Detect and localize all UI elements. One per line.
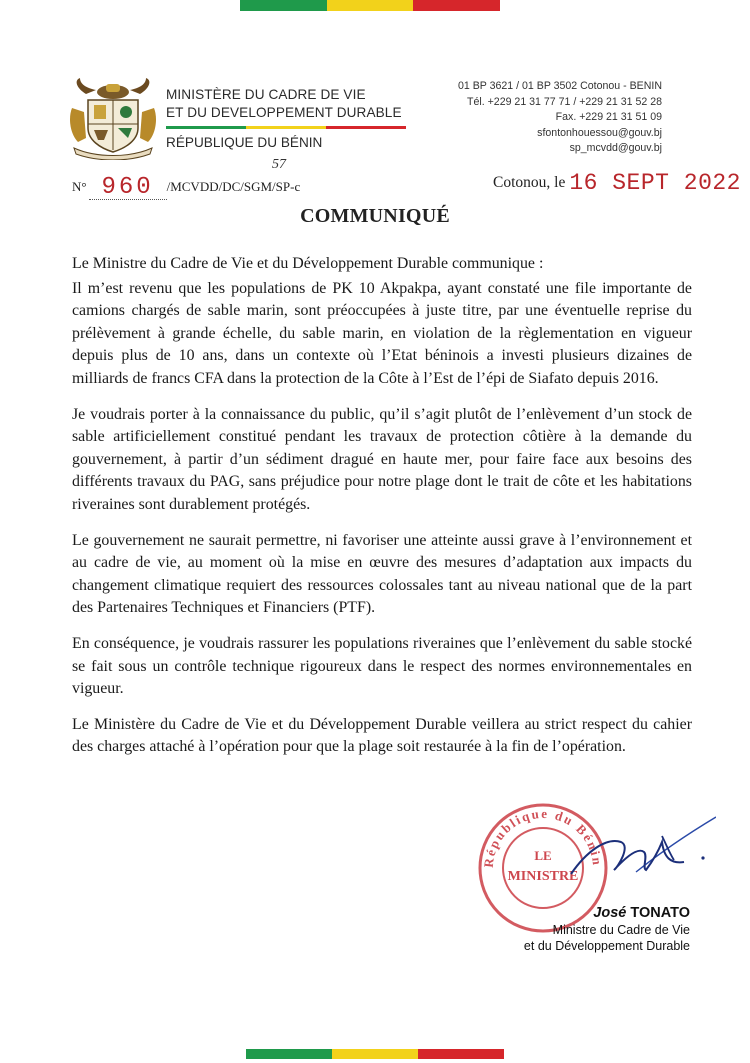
- ministry-header: [166, 86, 406, 152]
- paragraph-2: Je voudrais porter à la connaissance du public, qu’il s’agit plutôt de l’enlèvement d’un stock de sable artificiellement constitué pendant les travaux de protection côtière à la demande du gouvernement, à partir d’un sédiment dragué en haute mer, pour faire face aux besoins des différents travaux du PAG, sans préjudice pour notre plage dont le trait de côte et les habitations riveraines sont durablement protégés.: [72, 405, 692, 513]
- seal-center-line2: MINISTRE: [507, 869, 579, 884]
- signatory-block: [524, 904, 690, 954]
- tricolor-rule: [166, 126, 406, 129]
- paragraph-5: Le Ministère du Cadre de Vie et du Développement Durable veillera au strict respect du cahier des charges attaché à l’opération pour que la plage soit restaurée à la fin de l’opération.: [72, 715, 692, 756]
- contact-email-1[interactable]: sfontonhouessou@gouv.bj: [537, 126, 662, 139]
- flag-red: [418, 1049, 504, 1059]
- flag-strip-top: [240, 0, 500, 11]
- page-title: COMMUNIQUÉ: [300, 205, 450, 227]
- flag-yellow: [332, 1049, 418, 1059]
- reference-prefix: N°: [72, 179, 87, 194]
- contact-block: [458, 79, 662, 157]
- rule-yellow: [246, 126, 326, 129]
- reference-stamped-number: 960: [101, 174, 154, 201]
- seal-ring-text: République du Bénin: [480, 805, 606, 869]
- contact-address: 01 BP 3621 / 01 BP 3502 Cotonou - BENIN: [458, 80, 662, 92]
- flag-yellow: [327, 0, 414, 11]
- ministry-name-line1: MINISTÈRE DU CADRE DE VIE: [166, 87, 366, 102]
- handwritten-signature-icon: [566, 812, 716, 882]
- paragraph-1: Il m’est revenu que les populations de PK 10 Akpakpa, ayant constaté une file importante de camions chargés de sable marin, sont préoccupées à juste titre, par une éventuelle reprise du prélèvement à grande échelle, du sable marin, en violation de la règlementation en vigueur depuis plus de 10 ans, dans un contexte où l’Etat béninois a investi plusieurs dizaines de milliards de francs CFA dans la protection de la Côte à l’Est de l’épi de Siafato depuis 2016.: [72, 279, 692, 387]
- contact-fax: Fax. +229 21 31 51 09: [555, 111, 662, 124]
- reference-number-box: [89, 172, 167, 200]
- date-stamp: 16 SEPT 2022: [569, 170, 741, 196]
- flag-green: [240, 0, 327, 11]
- reference-number: [72, 172, 300, 200]
- signatory-role-line1: Ministre du Cadre de Vie: [552, 923, 690, 937]
- signatory-name: [524, 904, 690, 922]
- paragraph-3: Le gouvernement ne saurait permettre, ni favoriser une atteinte aussi grave à l’environnement et au cadre de vie, au moment où la mise en œuvre des mesures d’adaptation aux impacts du changement climatique requiert des ressources colossales tant au niveau national que de la part des Partenaires Techniques et Financiers (PTF).: [72, 531, 692, 617]
- paragraph-4: En conséquence, je voudrais rassurer les populations riveraines que l’enlèvement du sable stocké se fait sous un contrôle technique rigoureux dans le respect des normes environnementales en vigueur.: [72, 634, 692, 698]
- flag-red: [413, 0, 500, 11]
- contact-email-2[interactable]: sp_mcvdd@gouv.bj: [569, 142, 662, 155]
- communique-body: [72, 253, 692, 772]
- rule-green: [166, 126, 246, 129]
- flag-strip-bottom: [246, 1049, 504, 1059]
- paragraph-intro: Le Ministre du Cadre de Vie et du Développement Durable communique :: [72, 255, 544, 272]
- reference-suffix: /MCVDD/DC/SGM/SP-c: [166, 179, 301, 194]
- signatory-role-line2: et du Développement Durable: [523, 939, 690, 953]
- ministry-name-line2: ET DU DEVELOPPEMENT DURABLE: [166, 105, 402, 120]
- document-date: [493, 168, 741, 194]
- republic-name: RÉPUBLIQUE DU BÉNIN: [166, 135, 323, 150]
- date-place: Cotonou, le: [493, 174, 566, 191]
- reference-handwritten-note: 57: [272, 157, 286, 172]
- contact-phone: Tél. +229 21 31 77 71 / +229 21 31 52 28: [467, 95, 662, 108]
- signatory-last-name: TONATO: [630, 905, 690, 921]
- rule-red: [326, 126, 406, 129]
- benin-coat-of-arms-icon: [66, 78, 160, 160]
- signatory-first-name: José: [593, 905, 627, 921]
- seal-center-line1: LE: [534, 848, 552, 863]
- flag-green: [246, 1049, 332, 1059]
